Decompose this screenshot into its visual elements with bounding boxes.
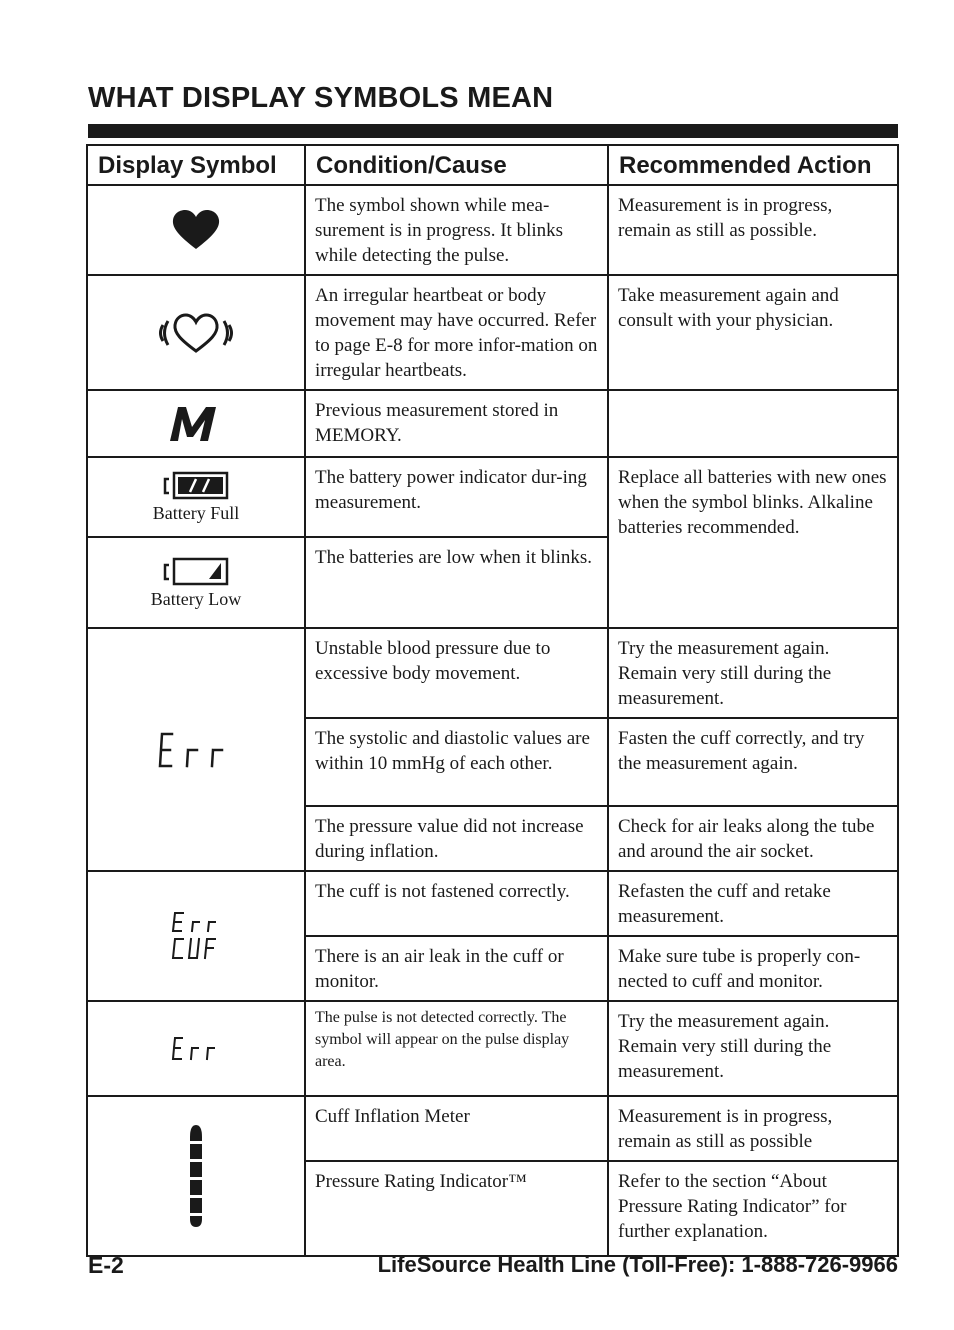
memory-m-icon <box>168 405 224 443</box>
condition-cell: There is an air leak in the cuff or monitor. <box>305 936 608 1001</box>
table-row <box>87 457 898 537</box>
condition-cell: The systolic and diastolic values are within 10 mmHg of each other. <box>305 718 608 806</box>
heart-icon <box>171 209 221 251</box>
symbol-cell <box>87 390 305 457</box>
health-line: LifeSource Health Line (Toll-Free): 1-888-726-9966 <box>377 1252 898 1277</box>
symbol-cell <box>87 275 305 390</box>
pressure-bar-icon <box>188 1123 204 1229</box>
action-cell: Try the measurement again. Remain very still during the measurement. <box>608 1001 898 1096</box>
action-cell: Fasten the cuff correctly, and try the measurement again. <box>608 718 898 806</box>
symbol-cell <box>87 628 305 871</box>
table-header-row <box>87 145 898 185</box>
condition-cell: The symbol shown while mea-surement is in progress. It blinks while detecting the pulse. <box>305 185 608 275</box>
condition-cell: The pulse is not detected correctly. The symbol will appear on the pulse display area. <box>305 1001 608 1096</box>
table-row <box>87 628 898 718</box>
symbol-cell <box>87 1001 305 1096</box>
action-cell: Refasten the cuff and retake measurement. <box>608 871 898 936</box>
action-cell: Measurement is in progress, remain as still as possible <box>608 1096 898 1161</box>
irregular-heartbeat-icon <box>155 311 237 355</box>
condition-cell: The cuff is not fastened correctly. <box>305 871 608 936</box>
err-cuf-icon <box>171 910 221 962</box>
symbol-cell <box>87 1096 305 1256</box>
symbol-cell <box>87 457 305 537</box>
header-display-symbol: Display Symbol <box>87 145 305 185</box>
action-cell: Replace all batteries with new ones when the symbol blinks. Alkaline batteries recommended. <box>608 457 898 628</box>
symbol-cell <box>87 185 305 275</box>
condition-cell: Previous measurement stored in MEMORY. <box>305 390 608 457</box>
action-cell: Make sure tube is properly con-nected to cuff and monitor. <box>608 936 898 1001</box>
condition-cell: The batteries are low when it blinks. <box>305 537 608 628</box>
action-cell: Measurement is in progress, remain as still as possible. <box>608 185 898 275</box>
table-row <box>87 185 898 275</box>
table-row <box>87 390 898 457</box>
condition-cell: Unstable blood pressure due to excessive body movement. <box>305 628 608 718</box>
err-small-icon <box>171 1035 221 1063</box>
table-row <box>87 1001 898 1096</box>
action-cell: Take measurement again and consult with your physician. <box>608 275 898 390</box>
battery-full-icon <box>163 471 229 501</box>
page-title: WHAT DISPLAY SYMBOLS MEAN <box>88 82 554 114</box>
battery-low-icon <box>163 557 229 587</box>
title-rule <box>88 124 898 138</box>
action-cell <box>608 390 898 457</box>
action-cell: Refer to the section “About Pressure Rating Indicator” for further explanation. <box>608 1161 898 1256</box>
action-cell: Try the measurement again. Remain very still during the measurement. <box>608 628 898 718</box>
table-row <box>87 275 898 390</box>
action-cell: Check for air leaks along the tube and around the air socket. <box>608 806 898 871</box>
battery-full-label: Battery Full <box>152 503 240 523</box>
symbol-cell <box>87 537 305 628</box>
table-row <box>87 871 898 936</box>
battery-low-label: Battery Low <box>150 588 242 609</box>
condition-cell: An irregular heartbeat or body movement may have occurred. Refer to page E-8 for more infor-mation on irregular heartbeats. <box>305 275 608 390</box>
display-symbols-table <box>86 144 899 1257</box>
header-recommended-action: Recommended Action <box>608 145 898 185</box>
header-condition-cause: Condition/Cause <box>305 145 608 185</box>
condition-cell: The battery power indicator dur-ing measurement. <box>305 457 608 537</box>
table-row <box>87 1096 898 1161</box>
page-number: E-2 <box>88 1252 124 1278</box>
err-icon <box>158 730 234 770</box>
condition-cell: The pressure value did not increase during inflation. <box>305 806 608 871</box>
condition-cell: Cuff Inflation Meter <box>305 1096 608 1161</box>
condition-cell: Pressure Rating Indicator™ <box>305 1161 608 1256</box>
symbol-cell <box>87 871 305 1001</box>
